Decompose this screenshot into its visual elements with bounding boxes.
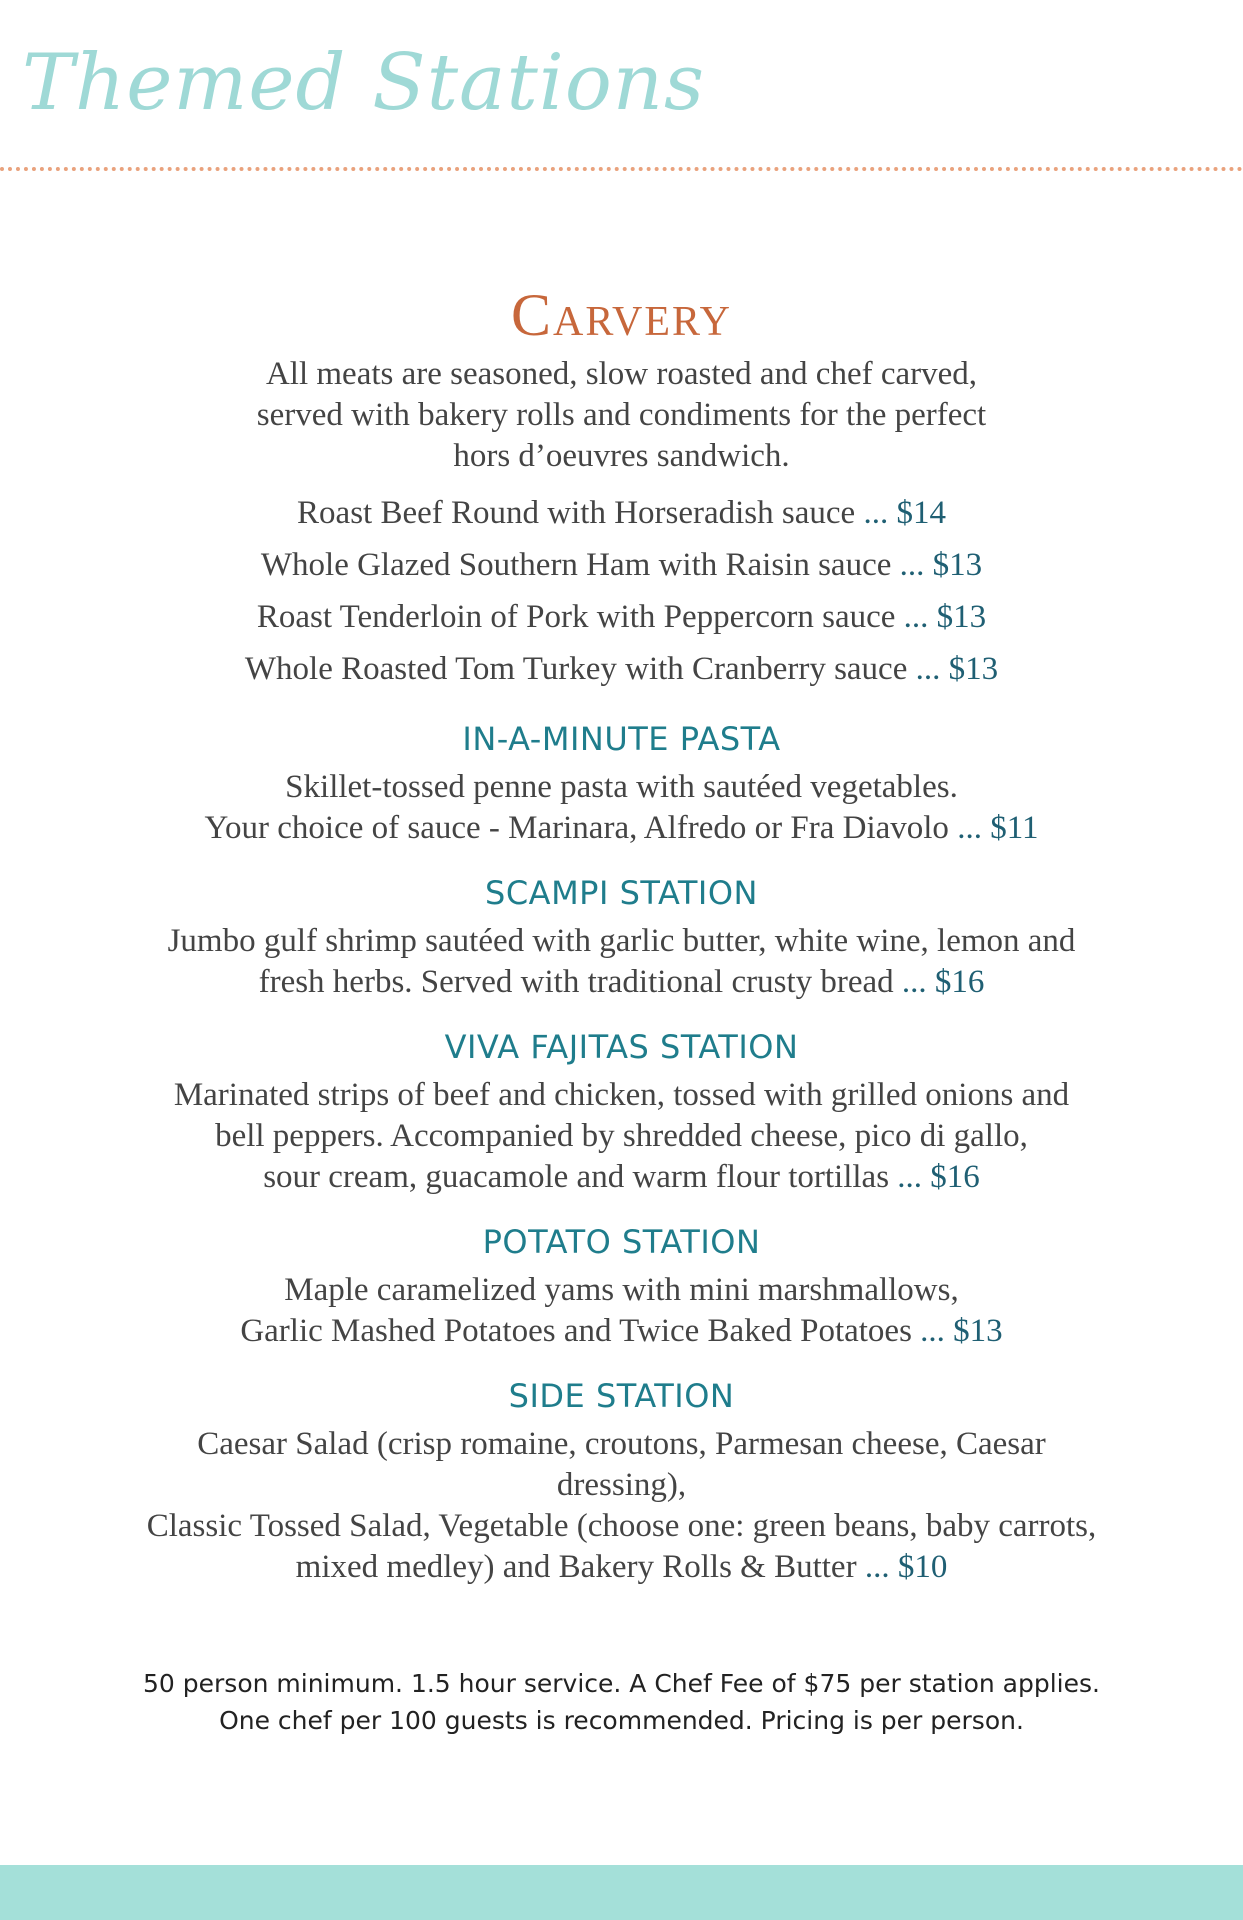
carvery-items — [0, 487, 1243, 695]
station-line: bell peppers. Accompanied by shredded cheese, pico di gallo, — [215, 1118, 1028, 1154]
menu-content — [0, 280, 1243, 1588]
station-description-scampi — [0, 921, 1243, 1003]
station-heading-side: SIDE STATION — [508, 1377, 735, 1415]
station-line-text: sour cream, guacamole and warm flour tortillas — [263, 1159, 890, 1195]
menu-item-price: ... $13 — [899, 547, 983, 583]
footer-note — [0, 1665, 1243, 1739]
menu-item — [0, 591, 1243, 643]
menu-item-name: Roast Beef Round with Horseradish sauce — [297, 495, 856, 531]
station-price: ... $16 — [901, 964, 985, 1000]
station-heading-potato: POTATO STATION — [482, 1223, 761, 1261]
menu-item-name: Roast Tenderloin of Pork with Peppercorn sauce — [256, 599, 896, 635]
station-description-side — [0, 1424, 1243, 1588]
carvery-description-line: All meats are seasoned, slow roasted and chef carved, — [265, 356, 978, 392]
station-line-text: Garlic Mashed Potatoes and Twice Baked Potatoes — [240, 1313, 912, 1349]
bottom-band — [0, 1865, 1243, 1920]
station-line — [0, 1547, 1243, 1588]
station-line — [0, 962, 1243, 1003]
station-line — [0, 1311, 1243, 1352]
station-line-text: Your choice of sauce - Marinara, Alfredo or Fra Diavolo — [204, 810, 949, 846]
carvery-description — [0, 354, 1243, 477]
station-line: Skillet-tossed penne pasta with sautéed vegetables. — [285, 769, 958, 805]
station-line — [0, 1157, 1243, 1198]
menu-item-price: ... $13 — [903, 599, 987, 635]
carvery-description-line: hors d’oeuvres sandwich. — [453, 438, 790, 474]
station-description-potato — [0, 1270, 1243, 1352]
station-line: Caesar Salad (crisp romaine, croutons, Parmesan cheese, Caesar — [197, 1426, 1046, 1462]
menu-item — [0, 487, 1243, 539]
menu-item — [0, 539, 1243, 591]
station-line — [0, 808, 1243, 849]
station-heading-scampi: SCAMPI STATION — [485, 874, 758, 912]
station-description-fajitas — [0, 1075, 1243, 1198]
menu-item-name: Whole Glazed Southern Ham with Raisin sauce — [260, 547, 892, 583]
menu-item-price: ... $13 — [915, 651, 999, 687]
carvery-description-line: served with bakery rolls and condiments for the perfect — [256, 397, 987, 433]
menu-item-price: ... $14 — [863, 495, 946, 531]
station-line: Classic Tossed Salad, Vegetable (choose one: green beans, baby carrots, — [146, 1508, 1097, 1544]
station-price: ... $16 — [897, 1159, 980, 1195]
station-price: ... $11 — [957, 810, 1039, 846]
footer-line: One chef per 100 guests is recommended. Pricing is per person. — [219, 1706, 1024, 1735]
menu-item-name: Whole Roasted Tom Turkey with Cranberry sauce — [244, 651, 908, 687]
carvery-heading: Carvery — [510, 282, 732, 348]
footer-line: 50 person minimum. 1.5 hour service. A Chef Fee of $75 per station applies. — [143, 1669, 1100, 1698]
station-heading-fajitas: VIVA FAJITAS STATION — [444, 1028, 799, 1066]
page-title: Themed Stations — [22, 38, 706, 128]
station-line: Maple caramelized yams with mini marshmallows, — [284, 1272, 959, 1308]
station-heading-pasta: IN-A-MINUTE PASTA — [462, 720, 781, 758]
menu-item — [0, 643, 1243, 695]
station-line-text: fresh herbs. Served with traditional crusty bread — [258, 964, 894, 1000]
station-line-text: mixed medley) and Bakery Rolls & Butter — [295, 1549, 857, 1585]
dotted-divider — [0, 167, 1243, 171]
station-description-pasta — [0, 767, 1243, 849]
station-line: dressing), — [556, 1467, 687, 1503]
station-line: Jumbo gulf shrimp sautéed with garlic butter, white wine, lemon and — [167, 923, 1076, 959]
station-price: ... $10 — [864, 1549, 948, 1585]
station-line: Marinated strips of beef and chicken, tossed with grilled onions and — [173, 1077, 1070, 1113]
station-price: ... $13 — [920, 1313, 1003, 1349]
